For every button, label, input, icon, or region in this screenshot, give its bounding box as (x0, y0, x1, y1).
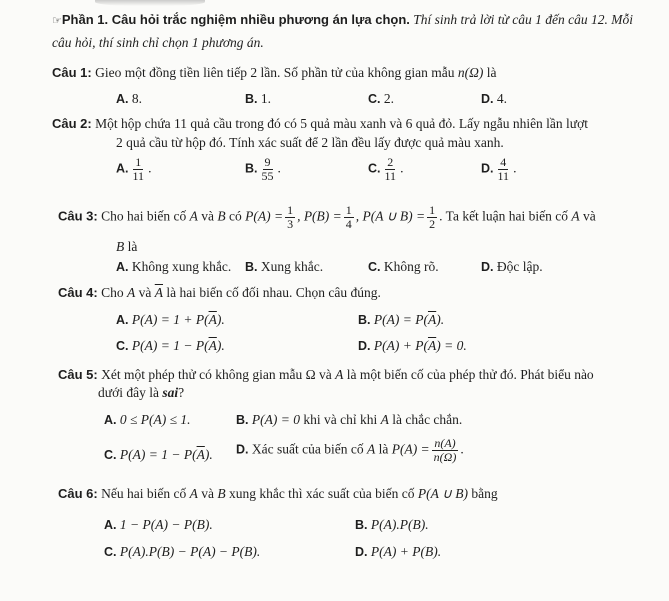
q4-option-a[interactable]: A. $P(A) = 1 + P(\overline{A})$. (116, 312, 225, 327)
q1-tail: là (486, 65, 497, 80)
q5-option-a[interactable]: A. 0 ≤ P(A) ≤ 1. (104, 412, 191, 427)
q2-option-b[interactable]: B. $\frac{9}{55}$ . (245, 155, 281, 183)
q5-label: Câu 5: (58, 367, 98, 382)
q6-option-a[interactable]: A. 1 − P(A) − P(B). (104, 517, 213, 532)
q1-math: n(Ω) (457, 65, 484, 80)
q3-label: Câu 3: (58, 208, 98, 224)
q3-line-2: B là (116, 239, 138, 254)
q3-option-c[interactable]: C. Không rõ. (368, 259, 439, 274)
part-heading: Phần 1. Câu hỏi trắc nghiệm nhiều phương án lựa chọn. (61, 12, 410, 27)
part-instruction-1: Thí sinh trả lời từ câu 1 đến câu 12. Mỗi (413, 12, 633, 27)
q4-option-c[interactable]: C. $P(A) = 1 - P(\overline{A})$. (116, 338, 225, 353)
question-4: Câu 4: Cho A và $\overline{A}$ là hai biến cố đối nhau. Chọn câu đúng. (58, 285, 381, 300)
question-6: Câu 6: Nếu hai biến cố A và B xung khắc thì xác suất của biến cố P(A ∪ B) bằng (58, 486, 498, 501)
q5-option-c[interactable]: C. $P(A) = 1 - P(\overline{A})$. (104, 447, 213, 462)
q1-text: Gieo một đồng tiền liên tiếp 2 lần. Số phần tử của không gian mẫu (95, 65, 455, 80)
q4-option-b[interactable]: B. $P(A) = P(\overline{A})$. (358, 312, 445, 327)
q5-sai: sai (162, 385, 179, 400)
q6-option-d[interactable]: D. P(A) + P(B). (355, 544, 442, 559)
q3-option-d[interactable]: D. Độc lập. (481, 259, 543, 274)
q1-option-d[interactable]: D. 4. (481, 91, 507, 106)
q6-option-b[interactable]: B. P(A).P(B). (355, 517, 429, 532)
q2-option-c[interactable]: C. $\frac{2}{11}$ . (368, 155, 404, 183)
q1-label: Câu 1: (52, 65, 92, 80)
part-heading-line (52, 11, 633, 30)
q4-option-d[interactable]: D. $P(A) + P(\overline{A}) = 0$. (358, 338, 467, 353)
q6-option-c[interactable]: C. P(A).P(B) − P(A) − P(B). (104, 544, 261, 559)
q2-line-1: Một hộp chứa 11 quả cầu trong đó có 5 quả màu xanh và 6 quả đỏ. Lấy ngẫu nhiên lần lượt (95, 116, 589, 131)
question-5-line-1: Câu 5: Xét một phép thử có không gian mẫu Ω và A là một biến cố của phép thử đó. Phát biểu nào (58, 367, 594, 382)
q2-option-d[interactable]: D. $\frac{4}{11}$ . (481, 155, 517, 183)
question-5-line-2: dưới đây là sai? (98, 385, 185, 400)
part-instruction-2: câu hỏi, thí sinh chỉ chọn 1 phương án. (52, 35, 264, 50)
q5-option-b[interactable]: B. P(A) = 0 khi và chỉ khi A là chắc chắn. (236, 412, 463, 427)
q1-option-a[interactable]: A. 8. (116, 91, 142, 106)
scan-smudge (95, 0, 205, 6)
question-1 (52, 64, 497, 82)
question-2-line-1 (52, 115, 588, 133)
q2-label: Câu 2: (52, 116, 92, 131)
q1-option-b[interactable]: B. 1. (245, 91, 271, 106)
q3-option-a[interactable]: A. Không xung khắc. (116, 259, 232, 274)
q2-option-a[interactable]: A. $\frac{1}{11}$ . (116, 155, 152, 183)
q1-option-c[interactable]: C. 2. (368, 91, 394, 106)
q5-option-d[interactable]: D. Xác suất của biến cố A là P(A) = $\frac{n(A)}{n(\Omega)}$ . (236, 436, 464, 464)
q2-line-2: 2 quả cầu từ hộp đó. Tính xác suất để 2 lần đều lấy được quả màu xanh. (116, 135, 504, 150)
q3-option-b[interactable]: B. Xung khắc. (245, 259, 324, 274)
pointing-hand-icon: ☞ (52, 15, 62, 27)
question-3: Câu 3: Cho hai biến cố A và B có P(A) = $\frac{1}{3}$ , P(B) = $\frac{1}{4}$ , P(A ∪ B) = $\frac{1}{2}$ . Ta kết luận hai biến cố A và (58, 203, 596, 231)
q4-label: Câu 4: (58, 285, 98, 300)
q6-label: Câu 6: (58, 486, 98, 501)
